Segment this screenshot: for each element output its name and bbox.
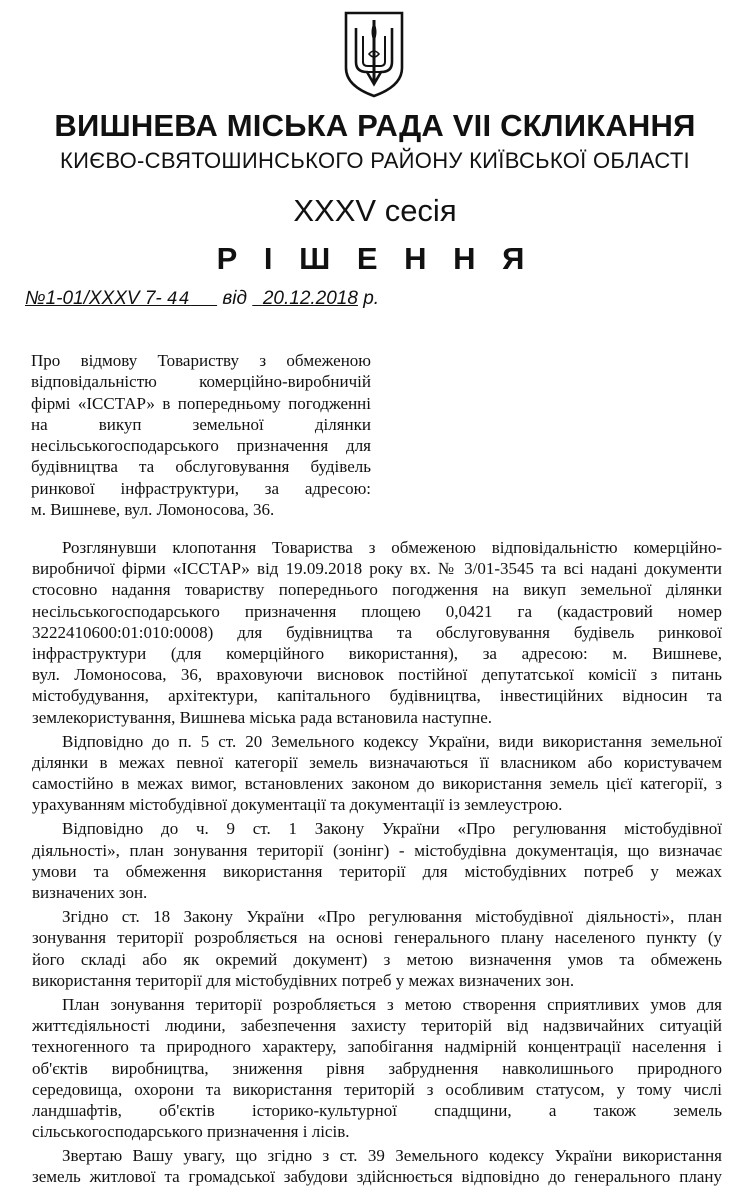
subject-line: Про відмову Товариству з обмеженою	[31, 351, 371, 370]
body-line: самостійно в межах вимог, встановлених законом до використання земель цієї категорії, з	[32, 774, 722, 794]
subject-line: відповідальністю комерційно-виробничій	[31, 372, 371, 392]
paragraph-zoning-plan	[32, 994, 722, 1142]
from-word: від	[217, 288, 253, 309]
body-line: діяльності», план зонування території (зонінг) - містобудівна документація, що визначає	[32, 840, 722, 860]
body-line: несільськогосподарського призначення площею 0,0421 га (кадастровий номер	[32, 601, 722, 621]
body-line: ділянки в межах певної категорії земель визначаються її власником або користувачем	[32, 752, 722, 772]
body-line: Звертаю Вашу увагу, що згідно з ст. 39 Земельного кодексу України використання	[62, 1146, 722, 1166]
decision-number-line	[25, 288, 379, 310]
body-line: стосовно надання товариству попереднього погодження на викуп земельної ділянки	[32, 580, 722, 600]
body-line: визначених зон.	[32, 883, 148, 902]
body-line: містобудування, архітектури, капітального будівництва, інвестиційних відносин та	[32, 686, 722, 706]
body-line: виробничої фірми «ІССТАР» від 19.09.2018 року вх. № 3/01-3545 та всі надані документи	[32, 559, 722, 579]
body-line: середовища, охорони та використання територій з особливим статусом, у тому числі	[32, 1079, 722, 1099]
body-line: Відповідно до ч. 9 ст. 1 Закону України «Про регулювання містобудівної	[62, 819, 722, 839]
subject-line: фірмі «ІССТАР» в попередньому погодженні	[31, 393, 371, 413]
body-line: земель житлової та громадської забудови здійснюється відповідно до генерального плану	[32, 1167, 722, 1187]
paragraph-article-18	[32, 906, 722, 991]
subject-line: на викуп земельної ділянки	[31, 414, 371, 434]
body-line: 3222410600:01:010:0008) для будівництва та обслуговування будівель ринкової	[32, 622, 722, 642]
body-line: Відповідно до п. 5 ст. 20 Земельного кодексу України, види використання земельної	[62, 731, 722, 751]
body-line: використання території для містобудівних потреб у межах визначених зон.	[32, 970, 575, 990]
year-suffix: р.	[357, 288, 380, 309]
body-line: урахуванням містобудівної документації та документації із землеустрою.	[32, 795, 563, 815]
body-line: вул. Ломоносова, 36, враховуючи висновок постійної депутатської комісії з питань	[32, 665, 722, 685]
body-line: Розглянувши клопотання Товариства з обмеженою відповідальністю комерційно-	[62, 538, 722, 557]
body-line: Згідно ст. 18 Закону України «Про регулювання містобудівної діяльності», план	[62, 907, 722, 927]
paragraph-article-39	[32, 1145, 722, 1187]
subject-line: ринкової інфраструктури, за адресою:	[31, 478, 371, 498]
decision-number-handwritten: 44	[167, 289, 191, 309]
paragraph-land-code	[32, 731, 722, 816]
paragraph-zoning-law	[32, 818, 722, 903]
subject-line: м. Вишневе, вул. Ломоносова, 36.	[31, 500, 275, 520]
subject-line: несільськогосподарського призначення для	[31, 436, 371, 456]
decision-date: 20.12.2018	[262, 288, 358, 309]
body-line: землекористування, Вишнева міська рада встановила наступне.	[32, 707, 493, 727]
decision-title: Р І Ш Е Н Н Я	[216, 241, 534, 276]
body-line: План зонування території розробляється з метою створення сприятливих умов для	[62, 994, 722, 1014]
decision-body	[32, 537, 722, 1188]
body-line: життєдіяльності людини, забезпечення захисту територій від надзвичайних ситуацій	[32, 1016, 722, 1036]
coat-of-arms-icon	[343, 10, 405, 98]
body-line: інфраструктури (для комерційного використання), за адресою: м. Вишневе,	[32, 643, 722, 663]
body-line: його складі або як окремий документ) з метою визначення умов та обмежень	[32, 949, 722, 969]
council-name: ВИШНЕВА МІСЬКА РАДА VII СКЛИКАННЯ	[54, 108, 696, 143]
paragraph-considering	[32, 537, 722, 728]
body-line: техногенного та природного характеру, запобігання надмірній концентрації населення і	[32, 1037, 722, 1057]
subject-line: будівництва та обслуговування будівель	[31, 457, 371, 477]
body-line: об'єктів виробництва, зниження рівня забруднення навколишнього природного	[32, 1058, 722, 1078]
decision-subject	[31, 350, 371, 520]
body-line: сільськогосподарського призначення і лісів.	[32, 1122, 350, 1142]
body-line: зонування території розробляється на основі генерального плану населеного пункту (у	[32, 928, 722, 948]
district-name: КИЄВО-СВЯТОШИНСЬКОГО РАЙОНУ КИЇВСЬКОЇ ОБЛАСТІ	[60, 148, 690, 173]
body-line: ландшафтів, об'єктів історико-культурної спадщини, а також земель	[32, 1100, 722, 1120]
body-line: умови та обмеження використання території для містобудівних потреб у межах	[32, 861, 722, 881]
decision-number-prefix: №1-01/XXXV 7-	[25, 288, 168, 309]
session-title: XXXV сесія	[293, 193, 457, 228]
